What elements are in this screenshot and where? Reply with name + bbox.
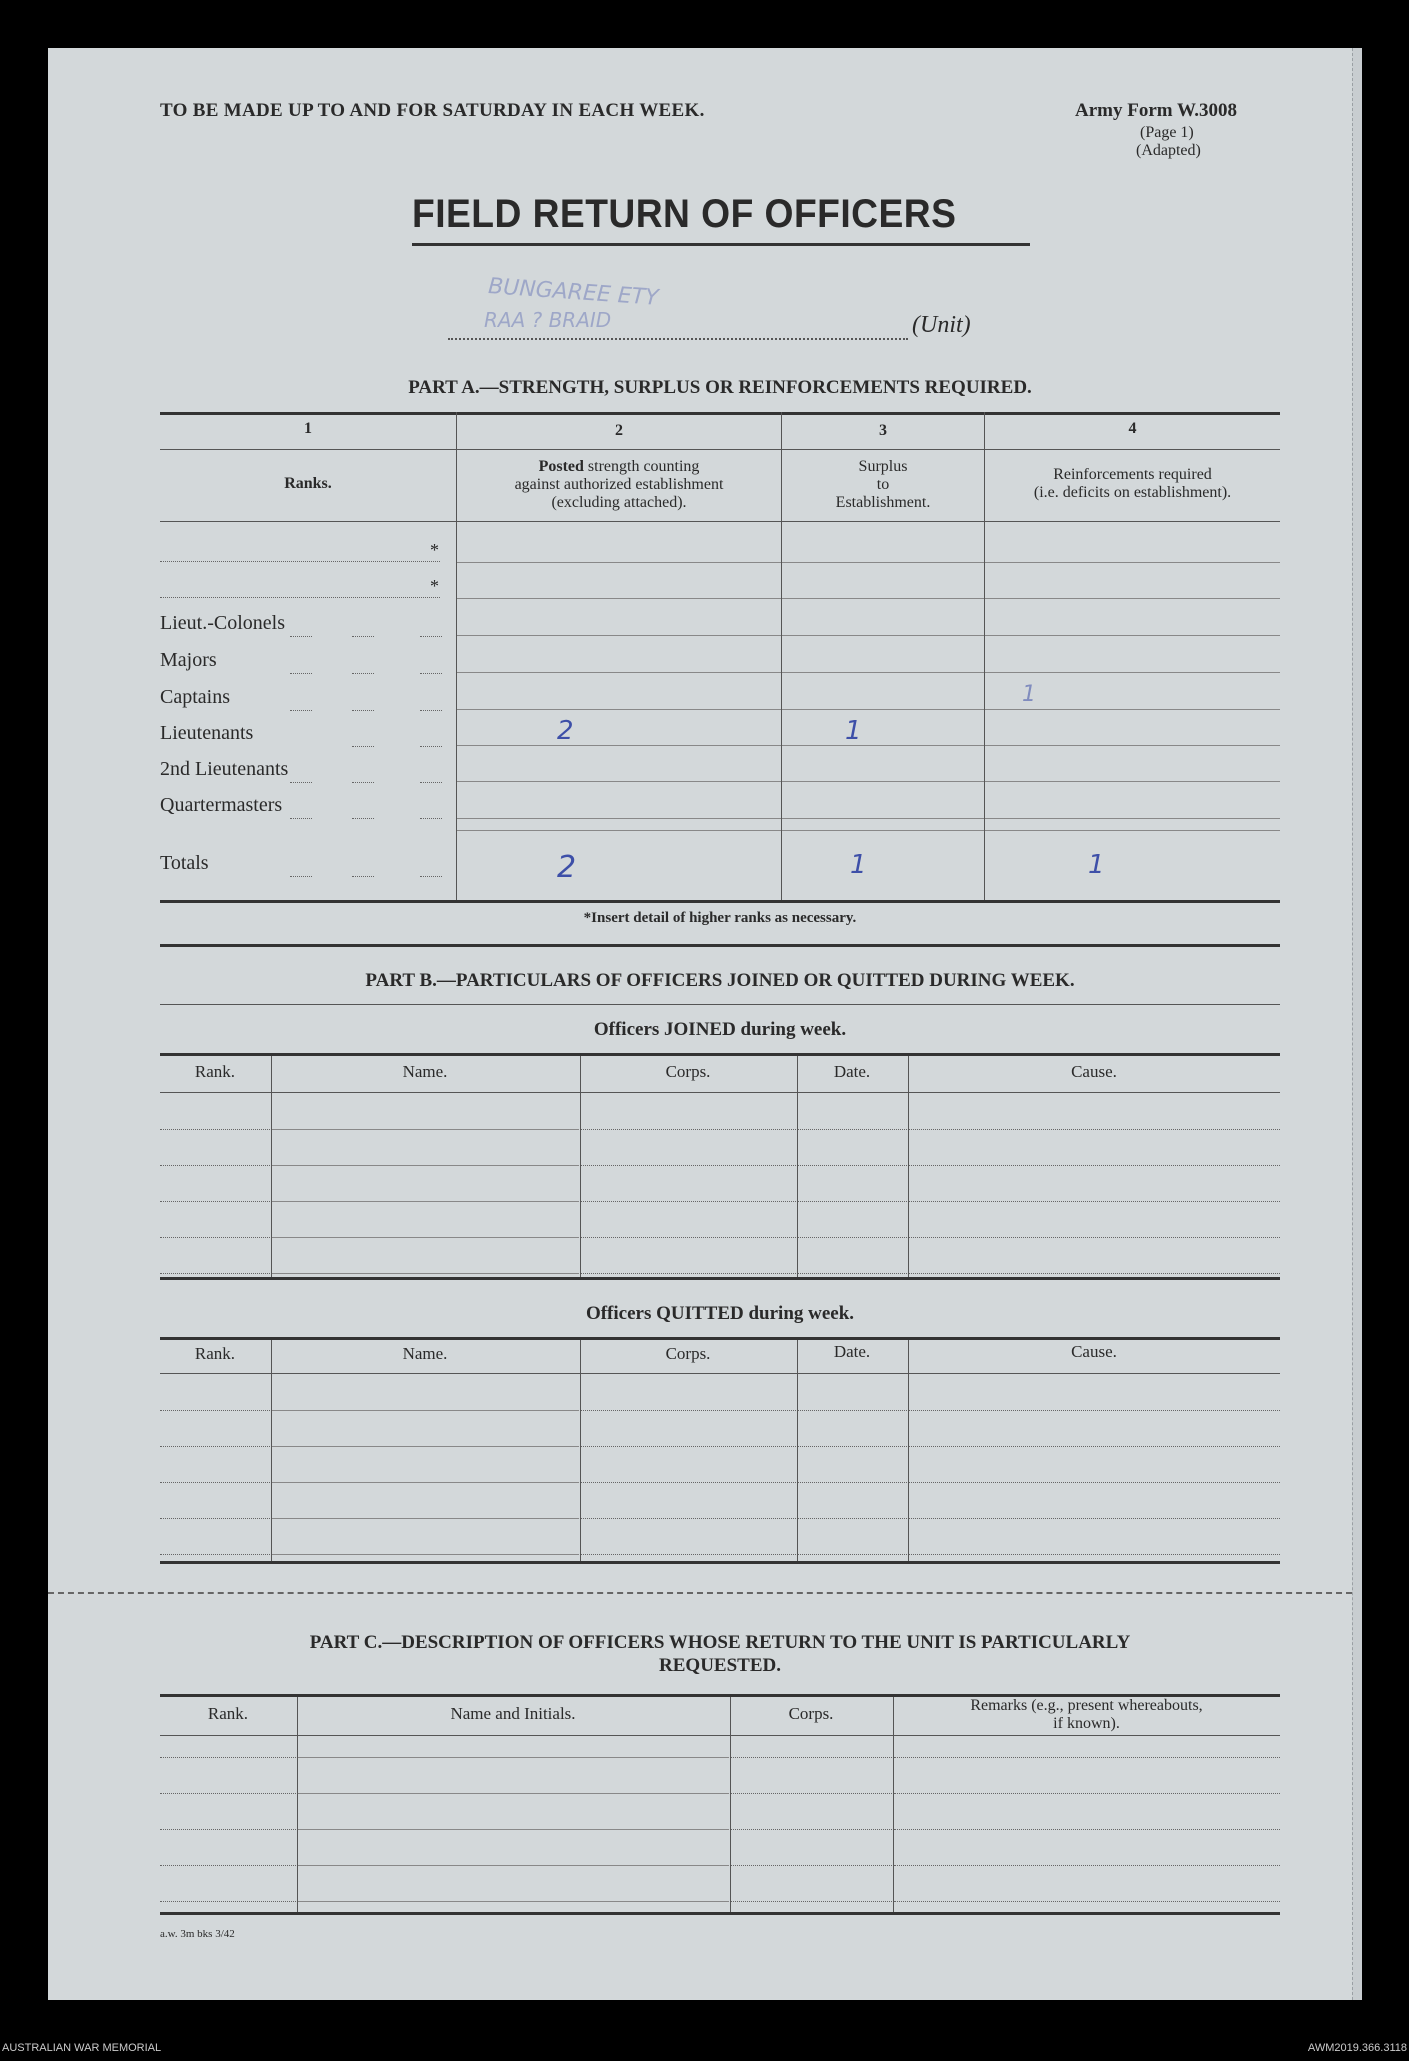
name-entry-line[interactable] bbox=[272, 1410, 579, 1411]
corps-entry-line[interactable] bbox=[731, 1793, 892, 1794]
asterisk-2: * bbox=[430, 576, 439, 596]
corps-entry-line[interactable] bbox=[581, 1237, 796, 1238]
reinf-header-line2: (i.e. deficits on establishment). bbox=[1033, 484, 1232, 501]
cause-entry-line[interactable] bbox=[909, 1482, 1280, 1483]
adapted-note: (Adapted) bbox=[1136, 142, 1201, 159]
column-divider bbox=[580, 1056, 581, 1277]
posted-header-bold: Posted bbox=[538, 458, 584, 475]
quitted-top-rule bbox=[160, 1337, 1280, 1340]
totals-posted-entry[interactable]: 2 bbox=[557, 850, 577, 885]
totals-surplus-entry[interactable]: 1 bbox=[850, 850, 867, 880]
rank-majors: Majors bbox=[160, 649, 217, 671]
corps-entry-line[interactable] bbox=[581, 1273, 796, 1274]
part-a-cell-line[interactable] bbox=[985, 598, 1280, 599]
joined-title: Officers JOINED during week. bbox=[593, 1019, 847, 1040]
rank-entry-line[interactable] bbox=[160, 1901, 296, 1902]
rank-entry-line[interactable] bbox=[160, 1237, 270, 1238]
part-a-cell-line[interactable] bbox=[985, 745, 1280, 746]
rank-lieutenants: Lieutenants bbox=[160, 722, 254, 744]
joined-col-cause: Cause. bbox=[1071, 1062, 1117, 1081]
part-a-cell-line[interactable] bbox=[457, 745, 781, 746]
asterisk-1: * bbox=[430, 540, 439, 560]
quitted-col-name: Name. bbox=[402, 1344, 448, 1363]
dot-leader bbox=[420, 818, 442, 819]
part-a-cell-line[interactable] bbox=[457, 781, 781, 782]
part-a-cell-line[interactable] bbox=[985, 562, 1280, 563]
name-entry-line[interactable] bbox=[298, 1757, 729, 1758]
part-a-title: PART A.—STRENGTH, SURPLUS OR REINFORCEMENTS REQUIRED. bbox=[408, 377, 1032, 398]
part-a-top-rule bbox=[160, 412, 1280, 415]
lieutenants-posted-entry[interactable]: 2 bbox=[557, 716, 574, 746]
corps-entry-line[interactable] bbox=[581, 1165, 796, 1166]
part-a-cell-line[interactable] bbox=[457, 818, 781, 819]
date-entry-line[interactable] bbox=[798, 1410, 907, 1411]
totals-reinforcements-entry[interactable]: 1 bbox=[1088, 850, 1105, 880]
name-entry-line[interactable] bbox=[272, 1273, 579, 1274]
part-a-cell-line[interactable] bbox=[782, 635, 984, 636]
part-a-cell-line[interactable] bbox=[457, 830, 781, 831]
part-a-cell-line[interactable] bbox=[782, 818, 984, 819]
part-a-cell-line[interactable] bbox=[457, 672, 781, 673]
part-b-title: PART B.—PARTICULARS OF OFFICERS JOINED OR QUITTED DURING WEEK. bbox=[365, 970, 1075, 991]
part-a-cell-line[interactable] bbox=[782, 830, 984, 831]
part-a-bottom-rule bbox=[160, 900, 1280, 903]
dot-leader bbox=[290, 818, 312, 819]
part-a-footnote-rule bbox=[160, 944, 1280, 947]
joined-col-corps: Corps. bbox=[665, 1062, 711, 1081]
dot-leader bbox=[290, 782, 312, 783]
date-entry-line[interactable] bbox=[798, 1446, 907, 1447]
corps-entry-line[interactable] bbox=[581, 1446, 796, 1447]
part-c-col-corps: Corps. bbox=[788, 1704, 834, 1723]
surplus-header bbox=[782, 458, 984, 512]
corps-entry-line[interactable] bbox=[731, 1757, 892, 1758]
higher-rank-field-1[interactable] bbox=[160, 561, 440, 562]
form-number: Army Form W.3008 bbox=[1075, 100, 1238, 121]
name-entry-line[interactable] bbox=[272, 1165, 579, 1166]
reinf-header-line1: Reinforcements required bbox=[1053, 466, 1212, 483]
corps-entry-line[interactable] bbox=[581, 1554, 796, 1555]
remarks-line1: Remarks (e.g., present whereabouts, bbox=[970, 1697, 1203, 1714]
date-entry-line[interactable] bbox=[798, 1201, 907, 1202]
perforation-line bbox=[48, 1592, 1352, 1594]
part-c-bottom-rule bbox=[160, 1912, 1280, 1915]
rank-lieut-colonels: Lieut.-Colonels bbox=[160, 612, 285, 634]
col-number-3: 3 bbox=[879, 422, 887, 439]
instruction-text: TO BE MADE UP TO AND FOR SATURDAY IN EACH WEEK. bbox=[160, 100, 705, 121]
cause-entry-line[interactable] bbox=[909, 1129, 1280, 1130]
part-c-title-line2: REQUESTED. bbox=[659, 1655, 781, 1676]
joined-top-rule bbox=[160, 1053, 1280, 1056]
print-code: a.w. 3m bks 3/42 bbox=[160, 1928, 235, 1940]
posted-header-line2: against authorized establishment bbox=[514, 476, 724, 493]
rank-entry-line[interactable] bbox=[160, 1554, 270, 1555]
remarks-entry-line[interactable] bbox=[894, 1865, 1280, 1866]
dot-leader bbox=[352, 636, 374, 637]
remarks-entry-line[interactable] bbox=[894, 1829, 1280, 1830]
part-a-cell-line[interactable] bbox=[457, 598, 781, 599]
column-divider bbox=[730, 1697, 731, 1912]
corps-entry-line[interactable] bbox=[731, 1865, 892, 1866]
dot-leader bbox=[290, 876, 312, 877]
quitted-bottom-rule bbox=[160, 1561, 1280, 1564]
column-divider bbox=[893, 1697, 894, 1912]
column-divider bbox=[797, 1056, 798, 1277]
part-b-top-rule bbox=[160, 1004, 1280, 1005]
cause-entry-line[interactable] bbox=[909, 1237, 1280, 1238]
date-entry-line[interactable] bbox=[798, 1482, 907, 1483]
joined-col-name: Name. bbox=[402, 1062, 448, 1081]
remarks-entry-line[interactable] bbox=[894, 1901, 1280, 1902]
dot-leader bbox=[352, 710, 374, 711]
part-c-col-rank: Rank. bbox=[207, 1704, 249, 1723]
rank-entry-line[interactable] bbox=[160, 1410, 270, 1411]
quitted-col-corps: Corps. bbox=[665, 1344, 711, 1363]
part-a-cell-line[interactable] bbox=[782, 672, 984, 673]
part-a-cell-line[interactable] bbox=[457, 562, 781, 563]
dot-leader bbox=[290, 636, 312, 637]
captains-reinforcements-entry[interactable]: 1 bbox=[1022, 682, 1036, 707]
part-c-col-name: Name and Initials. bbox=[450, 1704, 576, 1723]
cause-entry-line[interactable] bbox=[909, 1518, 1280, 1519]
page-number: (Page 1) bbox=[1140, 124, 1194, 141]
date-entry-line[interactable] bbox=[798, 1237, 907, 1238]
part-a-divider-2 bbox=[781, 412, 782, 902]
name-entry-line[interactable] bbox=[298, 1901, 729, 1902]
higher-rank-field-2[interactable] bbox=[160, 597, 440, 598]
joined-col-date: Date. bbox=[833, 1062, 871, 1081]
dot-leader bbox=[420, 710, 442, 711]
surplus-header-line2: to bbox=[876, 476, 890, 493]
part-a-cell-line[interactable] bbox=[985, 709, 1280, 710]
header-bottom-rule bbox=[160, 521, 1280, 522]
rank-entry-line[interactable] bbox=[160, 1482, 270, 1483]
rank-entry-line[interactable] bbox=[160, 1757, 296, 1758]
name-entry-line[interactable] bbox=[272, 1518, 579, 1519]
rank-entry-line[interactable] bbox=[160, 1129, 270, 1130]
dot-leader bbox=[420, 636, 442, 637]
cause-entry-line[interactable] bbox=[909, 1554, 1280, 1555]
posted-header-rest: strength counting bbox=[583, 458, 700, 475]
name-entry-line[interactable] bbox=[298, 1829, 729, 1830]
part-a-cell-line[interactable] bbox=[782, 562, 984, 563]
name-entry-line[interactable] bbox=[272, 1446, 579, 1447]
date-entry-line[interactable] bbox=[798, 1554, 907, 1555]
cause-entry-line[interactable] bbox=[909, 1410, 1280, 1411]
corps-entry-line[interactable] bbox=[581, 1410, 796, 1411]
posted-header bbox=[457, 458, 781, 512]
surplus-header-line3: Establishment. bbox=[835, 494, 931, 511]
cause-entry-line[interactable] bbox=[909, 1273, 1280, 1274]
dot-leader bbox=[352, 818, 374, 819]
rank-entry-line[interactable] bbox=[160, 1829, 296, 1830]
cause-entry-line[interactable] bbox=[909, 1201, 1280, 1202]
part-c-col-remarks bbox=[893, 1697, 1280, 1733]
rank-quartermasters: Quartermasters bbox=[160, 794, 283, 816]
part-a-cell-line[interactable] bbox=[457, 635, 781, 636]
dot-leader bbox=[352, 876, 374, 877]
name-entry-line[interactable] bbox=[298, 1793, 729, 1794]
corps-entry-line[interactable] bbox=[581, 1201, 796, 1202]
footer-accession: AWM2019.366.3118 bbox=[1307, 2042, 1407, 2054]
unit-field[interactable] bbox=[448, 338, 908, 340]
totals-label: Totals bbox=[160, 852, 209, 874]
part-a-cell-line[interactable] bbox=[782, 709, 984, 710]
column-divider bbox=[297, 1697, 298, 1912]
rank-2nd-lieutenants: 2nd Lieutenants bbox=[160, 758, 289, 780]
remarks-entry-line[interactable] bbox=[894, 1757, 1280, 1758]
name-entry-line[interactable] bbox=[272, 1237, 579, 1238]
dot-leader bbox=[420, 746, 442, 747]
cause-entry-line[interactable] bbox=[909, 1446, 1280, 1447]
part-a-cell-line[interactable] bbox=[985, 818, 1280, 819]
part-a-footnote: *Insert detail of higher ranks as necessary. bbox=[583, 910, 857, 926]
unit-label: (Unit) bbox=[912, 312, 971, 338]
header-rule bbox=[160, 1735, 1280, 1736]
quitted-title: Officers QUITTED during week. bbox=[585, 1303, 855, 1324]
cause-entry-line[interactable] bbox=[909, 1165, 1280, 1166]
column-divider bbox=[908, 1056, 909, 1277]
part-a-cell-line[interactable] bbox=[985, 781, 1280, 782]
rank-entry-line[interactable] bbox=[160, 1865, 296, 1866]
dot-leader bbox=[290, 710, 312, 711]
dot-leader bbox=[352, 746, 374, 747]
name-entry-line[interactable] bbox=[298, 1865, 729, 1866]
date-entry-line[interactable] bbox=[798, 1518, 907, 1519]
dot-leader bbox=[290, 673, 312, 674]
date-entry-line[interactable] bbox=[798, 1165, 907, 1166]
part-c-title-line1: PART C.—DESCRIPTION OF OFFICERS WHOSE RETURN TO THE UNIT IS PARTICULARLY bbox=[309, 1632, 1131, 1653]
corps-entry-line[interactable] bbox=[731, 1901, 892, 1902]
remarks-line2: if known). bbox=[1053, 1715, 1120, 1732]
unit-handwriting-line1: BUNGAREE ETY bbox=[487, 274, 660, 311]
rank-entry-line[interactable] bbox=[160, 1201, 270, 1202]
rank-captains: Captains bbox=[160, 686, 230, 708]
dot-leader bbox=[352, 782, 374, 783]
part-a-divider-1 bbox=[456, 412, 457, 902]
name-entry-line[interactable] bbox=[272, 1201, 579, 1202]
rank-entry-line[interactable] bbox=[160, 1273, 270, 1274]
corps-entry-line[interactable] bbox=[581, 1482, 796, 1483]
header-rule bbox=[160, 1092, 1280, 1093]
title-underline bbox=[412, 243, 1030, 246]
corps-entry-line[interactable] bbox=[581, 1129, 796, 1130]
dot-leader bbox=[420, 782, 442, 783]
part-a-cell-line[interactable] bbox=[457, 709, 781, 710]
col-number-rule bbox=[160, 449, 1280, 450]
dot-leader bbox=[420, 876, 442, 877]
rank-entry-line[interactable] bbox=[160, 1446, 270, 1447]
column-divider bbox=[271, 1056, 272, 1277]
posted-header-line3: (excluding attached). bbox=[551, 494, 687, 511]
name-entry-line[interactable] bbox=[272, 1482, 579, 1483]
part-a-cell-line[interactable] bbox=[985, 672, 1280, 673]
ranks-header: Ranks. bbox=[284, 475, 332, 492]
corps-entry-line[interactable] bbox=[731, 1829, 892, 1830]
header-rule bbox=[160, 1373, 1280, 1374]
corps-entry-line[interactable] bbox=[581, 1518, 796, 1519]
part-a-divider-3 bbox=[984, 412, 985, 902]
dot-leader bbox=[352, 673, 374, 674]
perforated-edge bbox=[1352, 48, 1362, 2000]
col-number-2: 2 bbox=[615, 422, 623, 439]
unit-handwriting-line2: RAA ? BRAID bbox=[484, 308, 612, 332]
date-entry-line[interactable] bbox=[798, 1273, 907, 1274]
date-entry-line[interactable] bbox=[798, 1129, 907, 1130]
col-number-1: 1 bbox=[304, 420, 312, 437]
surplus-header-line1: Surplus bbox=[858, 458, 908, 475]
quitted-col-rank: Rank. bbox=[194, 1344, 236, 1363]
name-entry-line[interactable] bbox=[272, 1129, 579, 1130]
col-number-4: 4 bbox=[1128, 420, 1137, 437]
lieutenants-surplus-entry[interactable]: 1 bbox=[845, 716, 862, 746]
quitted-col-cause: Cause. bbox=[1071, 1342, 1117, 1361]
rank-entry-line[interactable] bbox=[160, 1518, 270, 1519]
joined-bottom-rule bbox=[160, 1277, 1280, 1280]
dot-leader bbox=[420, 673, 442, 674]
footer-institution: AUSTRALIAN WAR MEMORIAL bbox=[2, 2042, 162, 2054]
remarks-entry-line[interactable] bbox=[894, 1793, 1280, 1794]
part-a-cell-line[interactable] bbox=[782, 598, 984, 599]
part-a-cell-line[interactable] bbox=[782, 745, 984, 746]
rank-entry-line[interactable] bbox=[160, 1793, 296, 1794]
part-a-cell-line[interactable] bbox=[985, 830, 1280, 831]
part-a-cell-line[interactable] bbox=[985, 635, 1280, 636]
page-title: FIELD RETURN OF OFFICERS bbox=[412, 192, 957, 236]
rank-entry-line[interactable] bbox=[160, 1165, 270, 1166]
name-entry-line[interactable] bbox=[272, 1554, 579, 1555]
joined-col-rank: Rank. bbox=[194, 1062, 236, 1081]
part-a-cell-line[interactable] bbox=[782, 781, 984, 782]
quitted-col-date: Date. bbox=[833, 1342, 871, 1361]
reinforcements-header bbox=[985, 466, 1280, 502]
